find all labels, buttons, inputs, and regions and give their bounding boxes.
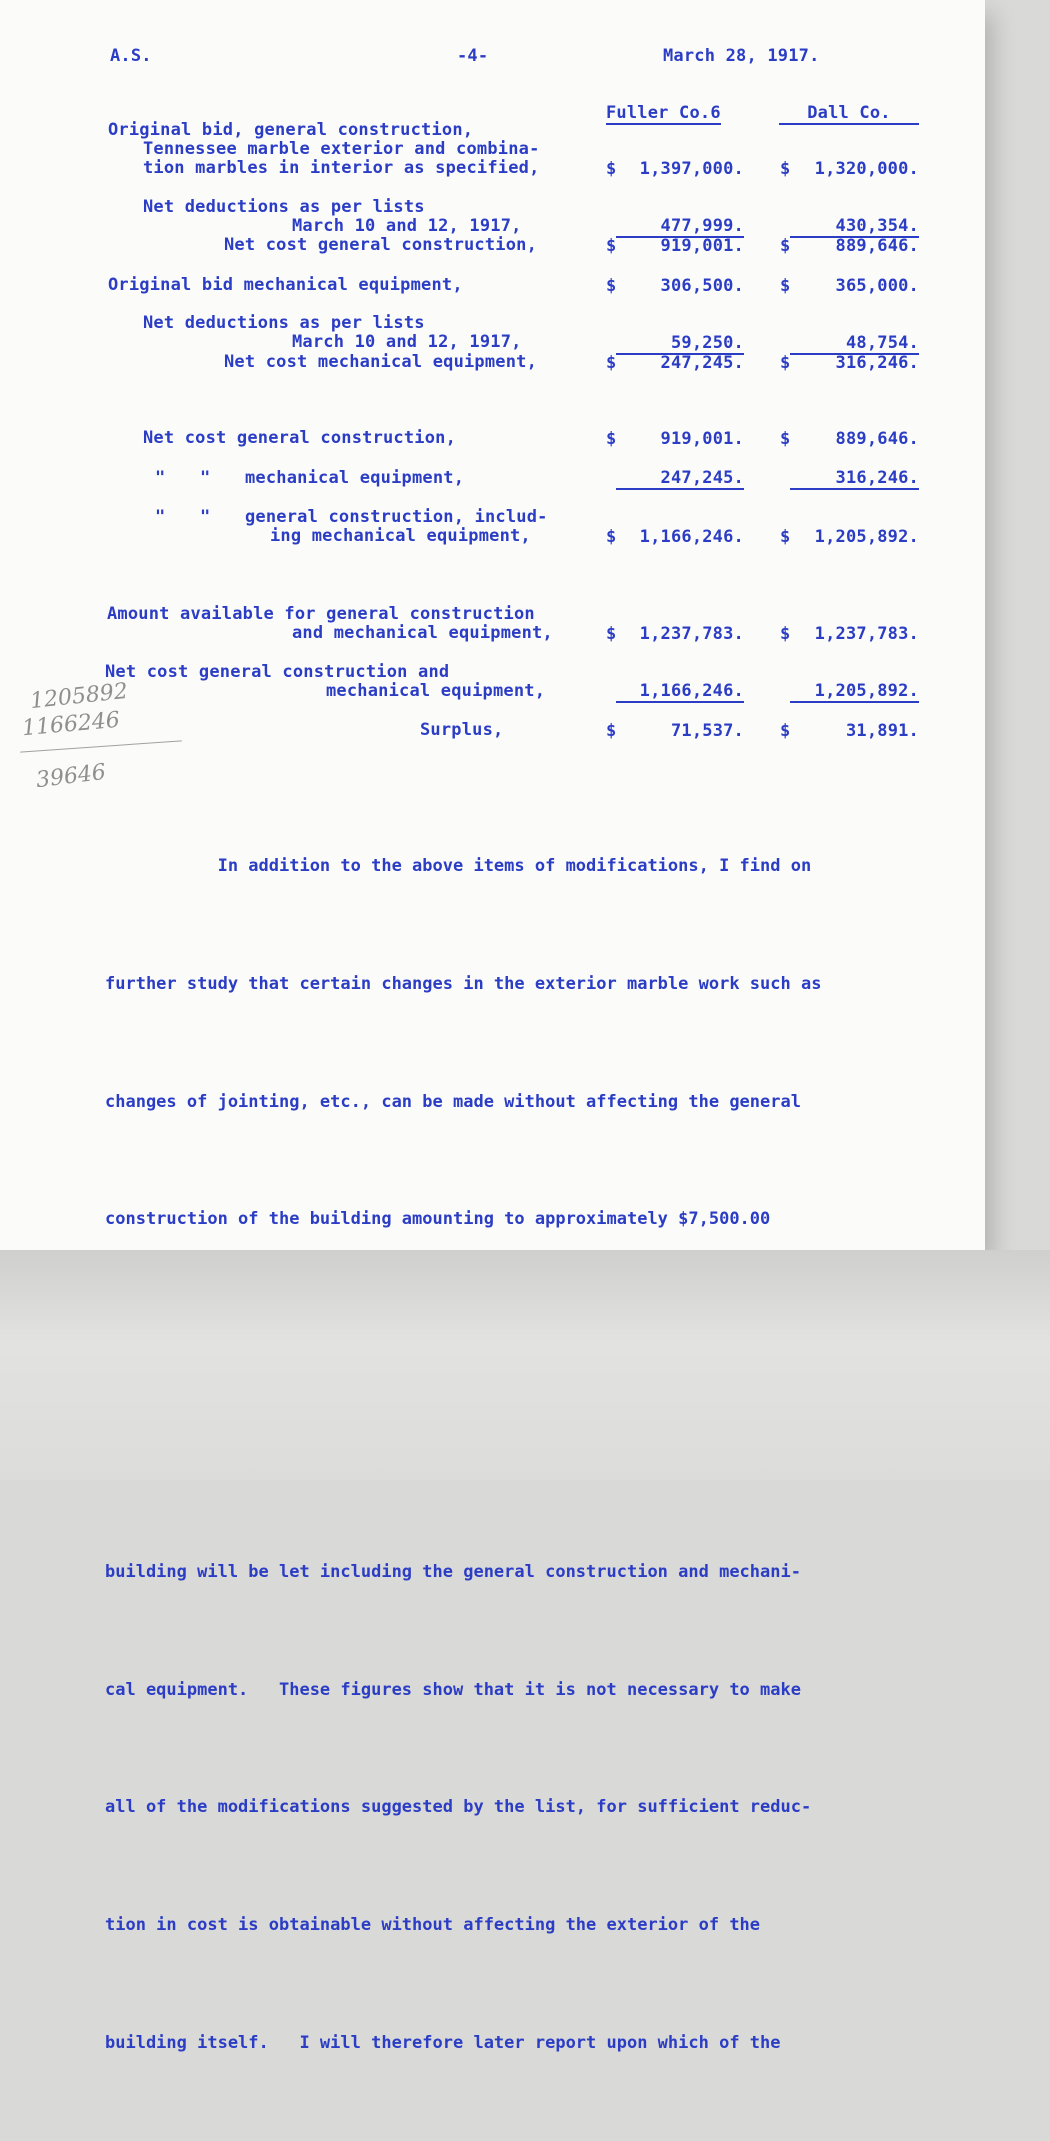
row-label: ing mechanical equipment,: [270, 526, 531, 546]
value-dall: 889,646.: [835, 236, 919, 256]
row-label: Surplus,: [420, 720, 504, 740]
dollar-sign: $: [606, 159, 617, 179]
value-fuller: 247,245.: [660, 353, 744, 373]
value-fuller: 247,245.: [616, 469, 744, 490]
row-label: Original bid, general construction,: [108, 120, 474, 140]
paragraph-line: changes of jointing, etc., can be made without affecting the general: [105, 1091, 801, 1112]
handwritten-note: 1205892: [28, 678, 130, 715]
deduction-fuller: 59,250.: [616, 334, 744, 355]
dollar-sign: $: [606, 721, 617, 741]
page-number: -4-: [457, 46, 489, 66]
value-fuller: 306,500.: [660, 276, 744, 296]
deduction-dall: 430,354.: [790, 217, 919, 238]
deduction-fuller: 477,999.: [616, 217, 744, 238]
row-label: Net cost mechanical equipment,: [224, 352, 538, 372]
dollar-sign: $: [606, 276, 617, 296]
paragraph-line: construction of the building amounting to approximately $7,500.00: [105, 1209, 771, 1230]
value-fuller: 1,237,783.: [639, 624, 744, 644]
paragraph-line: all of the modifications suggested by the list, for sufficient reduc-: [105, 1797, 812, 1818]
value-fuller: 919,001.: [660, 236, 744, 256]
background-surface: [0, 1250, 1050, 1480]
value-dall: 316,246.: [790, 469, 919, 490]
paragraph-line: further study that certain changes in the exterior marble work such as: [105, 974, 822, 995]
dollar-sign: $: [606, 527, 617, 547]
value-dall: 31,891.: [845, 721, 919, 741]
row-label: Net deductions as per lists: [143, 313, 425, 333]
dollar-sign: $: [606, 353, 617, 373]
ditto-mark: ": [155, 468, 166, 488]
value-dall: 1,320,000.: [814, 159, 919, 179]
dollar-sign: $: [780, 159, 791, 179]
dollar-sign: $: [780, 429, 791, 449]
dollar-sign: $: [606, 236, 617, 256]
dollar-sign: $: [606, 624, 617, 644]
value-dall: 316,246.: [835, 353, 919, 373]
row-label: March 10 and 12, 1917,: [292, 332, 522, 352]
dollar-sign: $: [780, 721, 791, 741]
row-label: mechanical equipment,: [245, 468, 465, 488]
header-initials: A.S.: [110, 46, 152, 66]
value-dall: 365,000.: [835, 276, 919, 296]
paragraph-line: In addition to the above items of modifications, I find on: [105, 856, 812, 877]
row-label: Original bid mechanical equipment,: [108, 275, 463, 295]
ditto-mark: ": [200, 468, 211, 488]
value-dall: 889,646.: [835, 429, 919, 449]
value-fuller: 71,537.: [670, 721, 744, 741]
row-label: Net cost general construction and: [105, 662, 450, 682]
value-dall: 1,237,783.: [814, 624, 919, 644]
paragraph-line: building will be let including the general construction and mechani-: [105, 1562, 801, 1583]
value-fuller: 1,166,246.: [639, 527, 744, 547]
dollar-sign: $: [780, 236, 791, 256]
paragraph-line: tion in cost is obtainable without affecting the exterior of the: [105, 1914, 761, 1935]
ditto-mark: ": [200, 507, 211, 527]
row-label: Amount available for general construction: [107, 604, 535, 624]
row-label: Net cost general construction,: [143, 428, 457, 448]
handwritten-note: 39646: [34, 759, 108, 794]
dollar-sign: $: [780, 527, 791, 547]
deduction-dall: 48,754.: [790, 334, 919, 355]
dollar-sign: $: [606, 429, 617, 449]
header-date: March 28, 1917.: [663, 46, 820, 66]
row-label: general construction, includ-: [245, 507, 548, 527]
value-fuller: 1,397,000.: [639, 159, 744, 179]
ditto-mark: ": [155, 507, 166, 527]
dollar-sign: $: [780, 276, 791, 296]
value-dall: 1,205,892.: [814, 527, 919, 547]
paragraph-line: building itself. I will therefore later report upon which of the: [105, 2032, 781, 2053]
handwritten-note: 1166246: [21, 707, 121, 742]
row-label: and mechanical equipment,: [292, 623, 553, 643]
row-label: March 10 and 12, 1917,: [292, 216, 522, 236]
column-header-fuller: Fuller Co.6: [606, 103, 721, 123]
row-label: mechanical equipment,: [326, 681, 546, 701]
value-dall: 1,205,892.: [790, 682, 919, 703]
row-label: Tennessee marble exterior and combina-: [143, 139, 540, 159]
row-label: Net cost general construction,: [224, 235, 538, 255]
dollar-sign: $: [780, 624, 791, 644]
paragraph-line: cal equipment. These figures show that it is not necessary to make: [105, 1679, 801, 1700]
value-fuller: 919,001.: [660, 429, 744, 449]
value-fuller: 1,166,246.: [616, 682, 744, 703]
row-label: Net deductions as per lists: [143, 197, 425, 217]
row-label: tion marbles in interior as specified,: [143, 158, 540, 178]
column-header-dall: Dall Co.: [779, 104, 919, 125]
handwritten-underline: [20, 740, 182, 752]
dollar-sign: $: [780, 353, 791, 373]
